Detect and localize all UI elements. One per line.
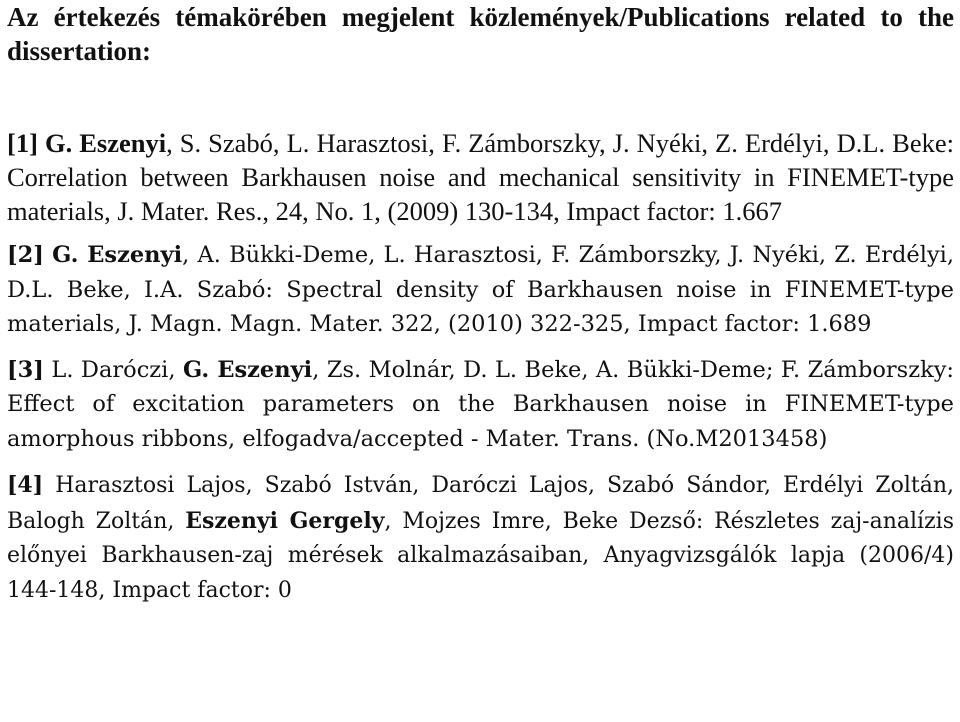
reference-4-highlighted-author: Eszenyi Gergely: [185, 507, 385, 534]
reference-4-text: , Mojzes Imre, Beke Dezső: Részletes zaj-analízis előnyei Barkhausen-zaj mérések alkalmazásaiban, Anyagvizsgálók lapja (2006/4) 144-148, Impact factor: 0: [7, 508, 954, 603]
reference-2: [7, 238, 954, 342]
reference-3-text: , Zs. Molnár, D. L. Beke, A. Bükki-Deme; F. Zámborszky: Effect of excitation parameters on the Barkhausen noise in FINEMET-type amorphous ribbons, elfogadva/accepted - Mater. Trans. (No.M2013458): [7, 356, 955, 452]
reference-3-highlighted-author: G. Eszenyi: [182, 356, 313, 383]
reference-2-text: , A. Bükki-Deme, L. Harasztosi, F. Zámborszky, J. Nyéki, Z. Erdélyi, D.L. Beke, I.A. Szabó: Spectral density of Barkhausen noise in FINEMET-type materials, J. Magn. Magn. Mater. 322, (2010) 322-325, Impact factor: 1.689: [7, 242, 955, 337]
reference-2-number: [2]: [7, 242, 44, 268]
reference-2-highlighted-author: G. Eszenyi: [52, 242, 183, 268]
reference-1-highlighted-author: G. Eszenyi: [44, 128, 167, 158]
spacer: [7, 68, 954, 126]
reference-1-number: [1]: [7, 128, 38, 158]
reference-1: [7, 126, 954, 228]
reference-3-number: [3]: [7, 356, 44, 383]
reference-4-text-before: Harasztosi Lajos, Szabó István, Daróczi Lajos, Szabó Sándor, Erdélyi Zoltán, Balogh Zoltán,: [7, 473, 954, 534]
reference-4-number: [4]: [7, 472, 44, 498]
reference-3: [7, 353, 954, 457]
reference-4: [7, 468, 954, 608]
reference-3-text-before: L. Daróczi,: [43, 356, 183, 383]
reference-1-text: , S. Szabó, L. Harasztosi, F. Zámborszky, J. Nyéki, Z. Erdélyi, D.L. Beke: Correlation between Barkhausen noise and mechanical sensitivity in FINEMET-type materials, J. Mater. Res., 24, No. 1, (2009) 130-134, Impact factor: 1.667: [7, 128, 954, 226]
document-heading: Az értekezés témakörében megjelent közlemények/Publications related to the dissertation:: [7, 2, 954, 66]
